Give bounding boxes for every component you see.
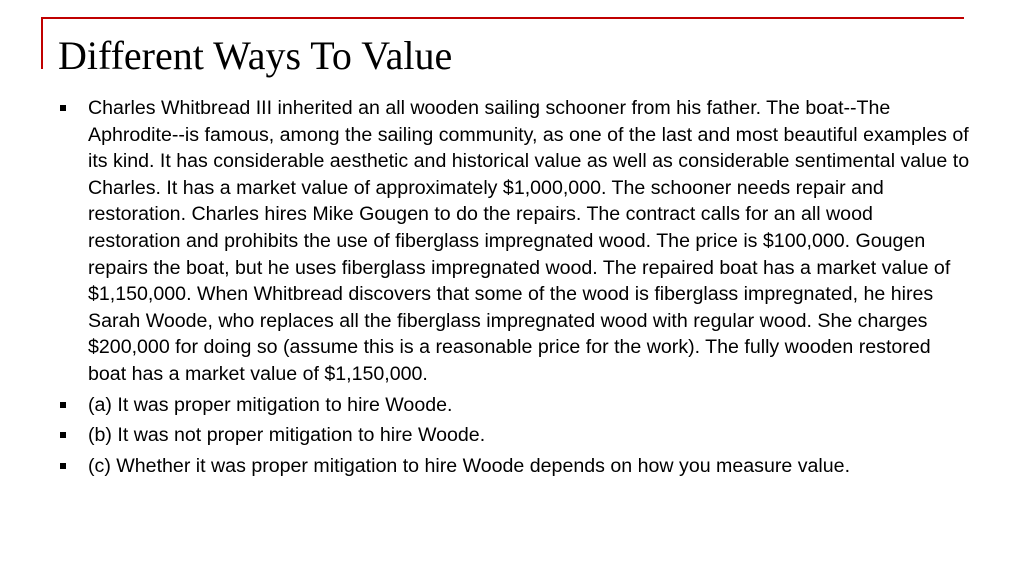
bullet-text: (c) Whether it was proper mitigation to hire Woode depends on how you measure value. [88,454,851,477]
bullet-item-option-a [58,392,970,419]
bullet-item-option-c [58,453,970,480]
bullet-text: Charles Whitbread III inherited an all wooden sailing schooner from his father. The boat--The Aphrodite--is famous, among the sailing community, as one of the last and most beautiful examples of its kind. It has considerable aesthetic and historical value as well as considerable sentimental value to Charles. It has a market value of approximately $1,000,000. The schooner needs repair and restoration. Charles hires Mike Gougen to do the repairs. The contract calls for an all wood restoration and prohibits the use of fiberglass impregnated wood. The price is $100,000. Gougen repairs the boat, but he uses fiberglass impregnated wood. The repaired boat has a market value of $1,150,000. When Whitbread discovers that some of the wood is fiberglass impregnated, he hires Sarah Woode, who replaces all the fiberglass impregnated wood with regular wood. She charges $200,000 for doing so (assume this is a reasonable price for the work). The fully wooden restored boat has a market value of $1,150,000. [88,97,970,385]
title-rule-horizontal [41,17,964,19]
bullet-text: (a) It was proper mitigation to hire Woode. [88,393,453,416]
bullet-text: (b) It was not proper mitigation to hire Woode. [88,424,486,447]
bullet-item-scenario [58,95,970,388]
square-bullet-icon [60,463,66,469]
square-bullet-icon [60,105,66,111]
bullet-item-option-b [58,422,970,449]
slide-title: Different Ways To Value [58,33,453,78]
title-rule-vertical [41,17,43,69]
bullet-list [58,95,970,483]
square-bullet-icon [60,402,66,408]
square-bullet-icon [60,432,66,438]
